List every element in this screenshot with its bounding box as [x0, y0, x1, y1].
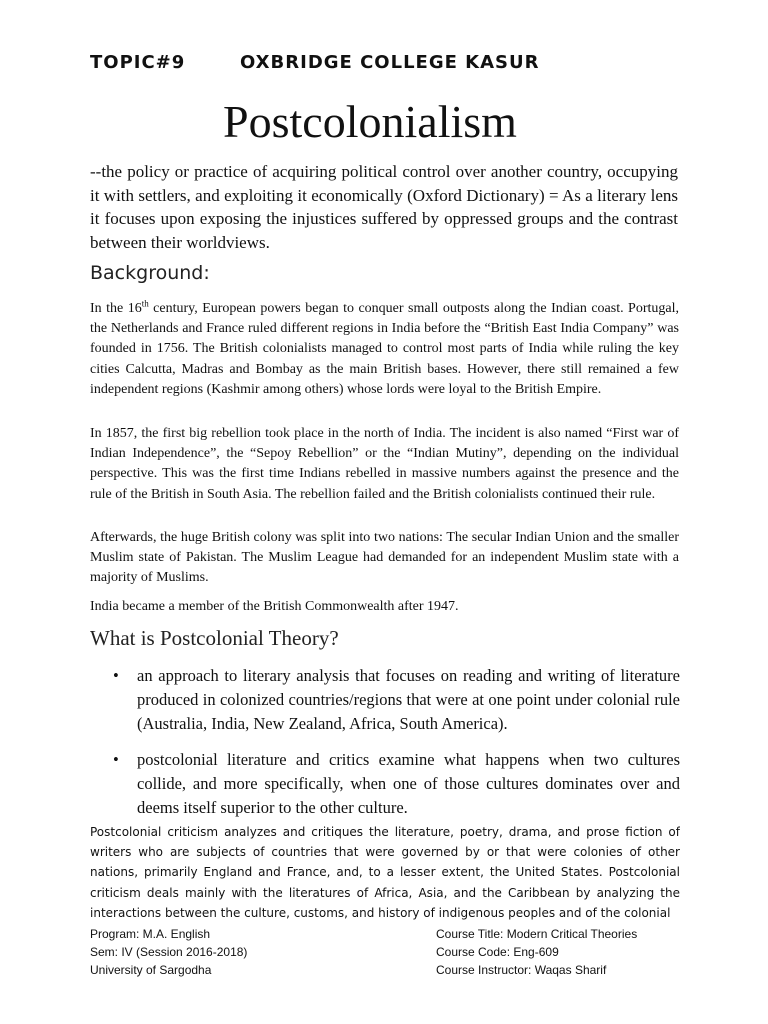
list-item	[90, 664, 680, 736]
list-item	[90, 748, 680, 820]
intro-definition: --the policy or practice of acquiring political control over another country, occupying it with settlers, and exploiting it economically (Oxford Dictionary) = As a literary lens it focuses upon exposing the injustices suffered by oppressed groups and the contrast between their worldviews.	[90, 162, 678, 252]
topic-label: TOPIC#9	[90, 52, 186, 73]
bullet-icon: •	[113, 666, 119, 685]
bullet-icon: •	[113, 750, 119, 769]
college-name: OXBRIDGE COLLEGE KASUR	[240, 52, 540, 73]
program-label: Program: M.A. English	[90, 927, 211, 941]
instructor-label: Course Instructor: Waqas Sharif	[436, 963, 607, 977]
theory-bullet-list	[90, 664, 680, 832]
background-heading: Background:	[90, 262, 210, 284]
theory-heading: What is Postcolonial Theory?	[90, 626, 339, 650]
background-paragraph-2: In 1857, the first big rebellion took place in the north of India. The incident is also named “First war of Indian Independence”, the “Sepoy Rebellion” or the “Indian Mutiny”, depending on the individual perspective. This was the first time Indians rebelled in massive numbers against the presence and the rule of the British in South Asia. The rebellion failed and the British colonialists continued their rule.	[90, 426, 679, 502]
footer-program-info	[90, 925, 410, 979]
p1-text-start: In the 16	[90, 301, 142, 316]
criticism-paragraph: Postcolonial criticism analyzes and critiques the literature, poetry, drama, and prose fiction of writers who are subjects of countries that were governed by or that were colonies of other nations, primarily England and France, and, to a lesser extent, the United States. Postcolonial criticism deals mainly with the literatures of Africa, Asia, and the Caribbean by analyzing the interactions between the culture, customs, and history of indigenous peoples and of the colonial	[90, 825, 680, 920]
document-title: Postcolonialism	[223, 96, 517, 147]
background-paragraph-3: Afterwards, the huge British colony was split into two nations: The secular Indian Union and the smaller Muslim state of Pakistan. The Muslim League had demanded for an independent Muslim state with a majority of Muslims.	[90, 530, 679, 586]
background-paragraph-1	[90, 299, 679, 400]
p1-text-rest: century, European powers began to conquer small outposts along the Indian coast. Portugal, the Netherlands and France ruled different regions in India before the “British East India Company” was founded in 1756. The British colonialists managed to control most parts of India while ruling the key cities Calcutta, Madras and Bombay as the main British bases. However, there still remained a few independent regions (Kashmir among others) whose lords were loyal to the British Empire.	[90, 301, 679, 397]
course-title-label: Course Title: Modern Critical Theories	[436, 927, 638, 941]
footer-course-info	[436, 925, 716, 979]
page-header	[90, 52, 690, 82]
university-label: University of Sargodha	[90, 963, 212, 977]
page-footer	[90, 925, 710, 979]
p1-superscript: th	[141, 298, 149, 309]
bullet-text: an approach to literary analysis that focuses on reading and writing of literature produced in colonized countries/regions that were at one point under colonial rule (Australia, India, New Zealand, Africa, South America).	[137, 666, 680, 733]
background-paragraph-4: India became a member of the British Commonwealth after 1947.	[90, 599, 459, 614]
course-code-label: Course Code: Eng-609	[436, 945, 559, 959]
bullet-text: postcolonial literature and critics examine what happens when two cultures collide, and more specifically, when one of those cultures dominates over and deems itself superior to the other culture.	[137, 750, 680, 817]
semester-label: Sem: IV (Session 2016-2018)	[90, 945, 248, 959]
